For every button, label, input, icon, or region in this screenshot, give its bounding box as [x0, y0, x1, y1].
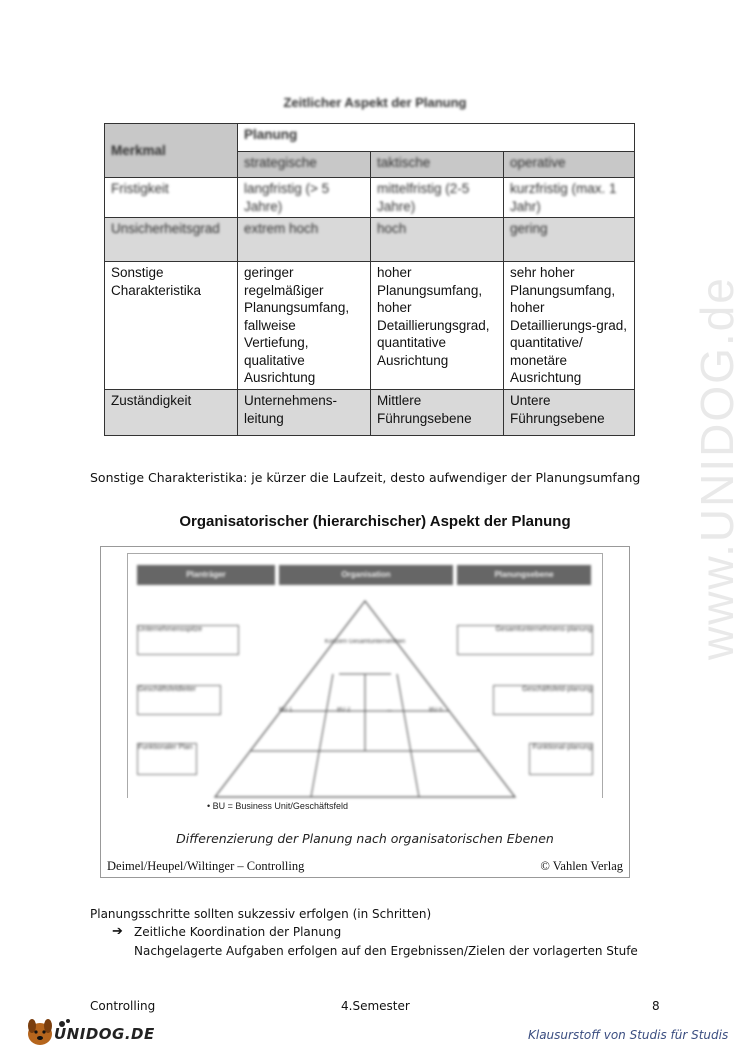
- col-label: operative: [510, 155, 566, 170]
- table-cell: [238, 218, 371, 262]
- org-planning-figure: [100, 546, 630, 878]
- logo-text: UNIDOG.DE: [54, 1025, 155, 1043]
- right-box-label: Gesamtunternehmens-planung: [495, 626, 592, 633]
- table-cell: [238, 262, 371, 390]
- right-box-label: Funktional-planung: [532, 744, 592, 751]
- coordination-text: Zeitliche Koordination der Planung: [134, 925, 342, 939]
- pyramid-top-label: Konzern Gesamtunternehmen: [324, 639, 406, 645]
- pyramid-bun: BU n: [429, 707, 443, 713]
- cell-text: mittelfristig (2-5 Jahre): [377, 181, 470, 214]
- left-box-label: Unternehmensspitze: [138, 626, 203, 633]
- table-cell: [238, 390, 371, 436]
- steps-text: Planungsschritte sollten sukzessiv erfolgen (in Schritten): [90, 907, 432, 921]
- row-label: [105, 218, 238, 262]
- left-box-3: [137, 743, 197, 775]
- table-cell: [504, 390, 635, 436]
- table-cell: [371, 390, 504, 436]
- cell-text: hoher Planungsumfang, hoher Detaillierungsgrad, quantitative Ausrichtung: [377, 265, 490, 368]
- right-box-2: [493, 685, 593, 715]
- header-planung: [238, 124, 635, 152]
- table-title: Zeitlicher Aspekt der Planung: [283, 95, 467, 110]
- left-box-label: Funktionaler Plan: [138, 744, 193, 751]
- cell-text: sehr hoher Planungsumfang, hoher Detaillierungs-grad, quantitative/ monetäre Ausrichtung: [510, 265, 628, 385]
- header-merkmal-label: Merkmal: [111, 142, 166, 158]
- footer-semester: 4.Semester: [341, 999, 410, 1013]
- table-row: [105, 218, 635, 262]
- table-cell: [504, 178, 635, 218]
- table-cell: [371, 178, 504, 218]
- pyramid-ellipsis: ...: [387, 707, 393, 713]
- footer-course: Controlling: [90, 999, 156, 1013]
- figure-source-authors: Deimel/Heupel/Wiltinger – Controlling: [107, 859, 305, 873]
- left-box-2: [137, 685, 221, 715]
- watermark: www.UNIDOG.de: [691, 276, 743, 660]
- pyramid-bu2: BU 2: [337, 707, 351, 713]
- cell-text: Unternehmens-leitung: [244, 393, 338, 426]
- row-label-text: Fristigkeit: [111, 181, 169, 196]
- header-planung-label: Planung: [244, 127, 298, 142]
- table-cell: [371, 218, 504, 262]
- cell-text: kurzfristig (max. 1 Jahr): [510, 181, 617, 214]
- arrow-icon: ➔: [112, 923, 123, 938]
- cell-text: geringer regelmäßiger Planungsumfang, fallweise Vertiefung, qualitative Ausrichtung: [244, 265, 350, 385]
- footer-tagline: Klausurstoff von Studis für Studis: [528, 1028, 729, 1042]
- right-box-3: [529, 743, 593, 775]
- figure-footnote: • BU = Business Unit/Geschäftsfeld: [207, 801, 348, 811]
- row-label-text: Sonstige Charakteristika: [111, 265, 202, 298]
- col-header-operativ: [504, 152, 635, 178]
- figure-source-publisher: © Vahlen Verlag: [540, 859, 623, 873]
- table-row: [105, 178, 635, 218]
- table-cell: [238, 178, 371, 218]
- row-label-text: Unsicherheitsgrad: [111, 221, 220, 236]
- cell-text: extrem hoch: [244, 221, 319, 236]
- col-label: strategische: [244, 155, 317, 170]
- cell-text: Mittlere Führungsebene: [377, 393, 472, 426]
- cell-text: hoch: [377, 221, 407, 236]
- table-row: [105, 390, 635, 436]
- left-box-1: [137, 625, 239, 655]
- row-label-text: Zuständigkeit: [111, 393, 192, 408]
- right-box-1: [457, 625, 593, 655]
- table-row: [105, 262, 635, 390]
- charakteristika-note: Sonstige Charakteristika: je kürzer die Laufzeit, desto aufwendiger der Planungsumfang: [90, 470, 641, 485]
- header-planungsebene: Planungsebene: [457, 565, 591, 585]
- header-organisation: Organisation: [279, 565, 453, 585]
- pyramid-bu1: BU 1: [279, 707, 293, 713]
- header-plantraeger: Planträger: [137, 565, 275, 585]
- cell-text: gering: [510, 221, 548, 236]
- right-box-label: Geschäftsfeld-planung: [521, 686, 592, 693]
- page-number: 8: [652, 999, 660, 1013]
- figure-caption: Differenzierung der Planung nach organisatorischen Ebenen: [176, 831, 554, 846]
- col-header-taktisch: [371, 152, 504, 178]
- row-label: [105, 262, 238, 390]
- col-label: taktische: [377, 155, 431, 170]
- table-cell: [504, 262, 635, 390]
- header-merkmal: [105, 124, 238, 178]
- row-label: [105, 178, 238, 218]
- cell-text: Untere Führungsebene: [510, 393, 605, 426]
- cell-text: langfristig (> 5 Jahre): [244, 181, 330, 214]
- table-cell: [504, 218, 635, 262]
- left-box-label: Geschäftsfeldleiter: [138, 686, 196, 693]
- table-cell: [371, 262, 504, 390]
- org-aspect-title: Organisatorischer (hierarchischer) Aspekt der Planung: [179, 513, 571, 530]
- row-label: [105, 390, 238, 436]
- time-aspect-table: [104, 123, 634, 441]
- col-header-strategisch: [238, 152, 371, 178]
- follow-up-text: Nachgelagerte Aufgaben erfolgen auf den Ergebnissen/Zielen der vorlagerten Stufe: [134, 944, 638, 958]
